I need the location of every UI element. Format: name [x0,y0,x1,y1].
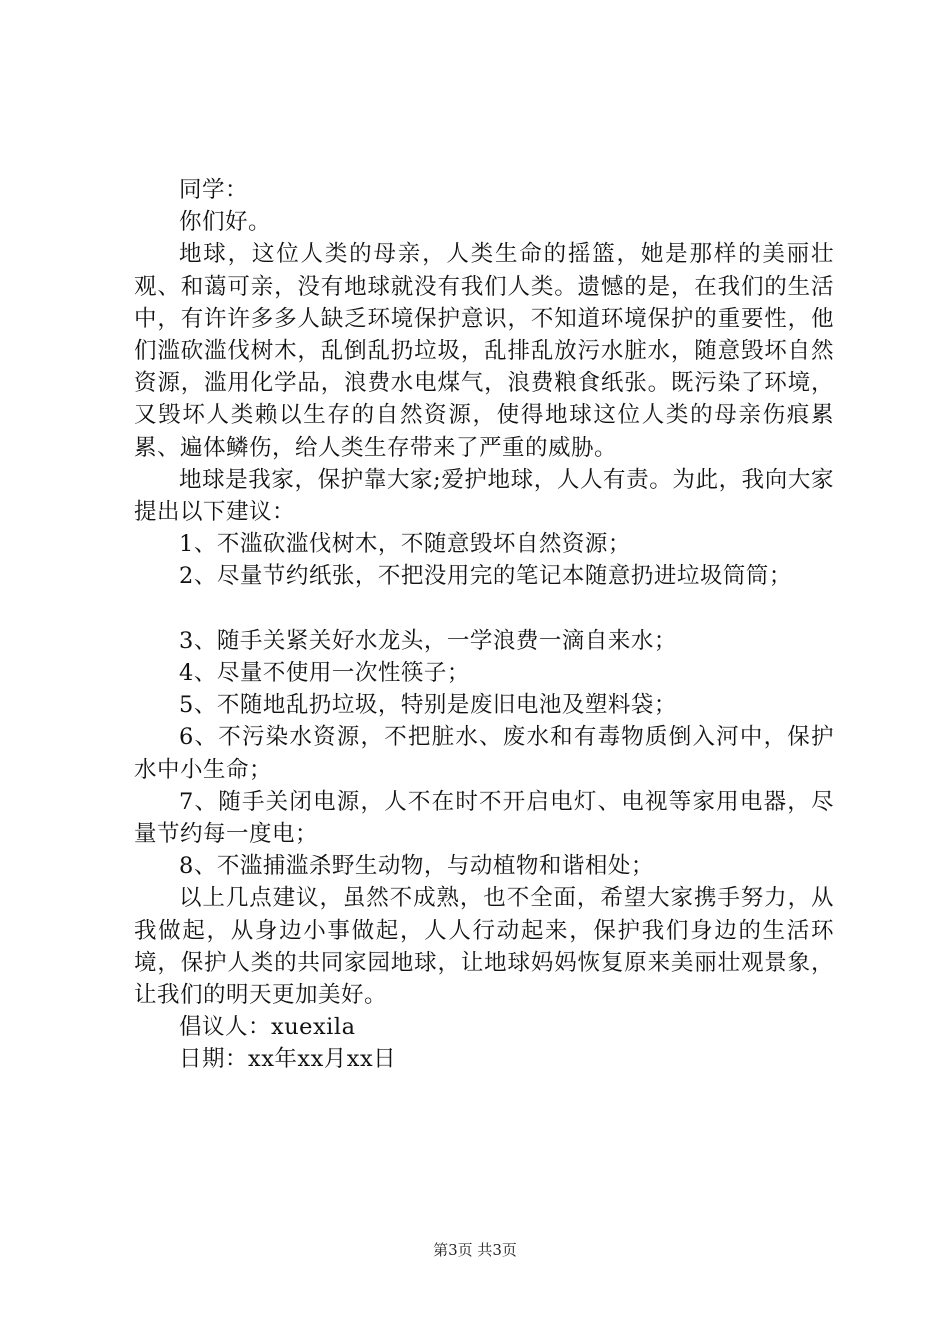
paragraph-call: 地球是我家，保护靠大家;爱护地球，人人有责。为此，我向大家提出以下建议： [134,466,834,526]
blank-line [134,593,834,625]
suggestion-item: 5、不随地乱扔垃圾，特别是废旧电池及塑料袋； [179,692,677,719]
page-number: 第3页 共3页 [433,1241,517,1259]
suggestion-item: 8、不滥捕滥杀野生动物，与动植物和谐相处； [179,853,654,880]
greeting: 你们好。 [179,209,272,236]
paragraph-closing: 以上几点建议，虽然不成熟，也不全面，希望大家携手努力，从我做起，从身边小事做起，人人行动起来，保护我们身边的生活环境，保护人类的共同家园地球，让地球妈妈恢复原来美丽壮观景象，让我们的明天更加美好。 [134,885,834,1009]
suggestion-item: 3、随手关紧关好水龙头，一学浪费一滴自来水； [179,627,677,654]
paragraph-intro: 地球，这位人类的母亲，人类生命的摇篮，她是那样的美丽壮观、和蔼可亲，没有地球就没有我们人类。遗憾的是，在我们的生活中，有许许多多人缺乏环境保护意识，不知道环境保护的重要性，他们滥砍滥伐树木，乱倒乱扔垃圾，乱排乱放污水脏水，随意毁坏自然资源，滥用化学品，浪费水电煤气，浪费粮食纸张。既污染了环境，又毁坏人类赖以生存的自然资源，使得地球这位人类的母亲伤痕累累、遍体鳞伤，给人类生存带来了严重的威胁。 [134,241,834,461]
suggestion-item: 7、随手关闭电源，人不在时不开启电灯、电视等家用电器，尽量节约每一度电； [134,788,834,848]
suggestion-item: 1、不滥砍滥伐树木，不随意毁坏自然资源； [179,531,631,558]
suggestion-item: 2、尽量节约纸张，不把没用完的笔记本随意扔进垃圾筒筒； [179,563,792,590]
page-footer [0,1240,950,1260]
document-body [134,174,834,1076]
salutation: 同学： [179,177,249,203]
suggestion-item: 4、尽量不使用一次性筷子； [179,660,470,687]
date-line: 日期：xx年xx月xx日 [179,1046,397,1073]
suggestion-item: 6、不污染水资源，不把脏水、废水和有毒物质倒入河中，保护水中小生命； [134,724,834,783]
signer: 倡议人：xuexila [179,1014,356,1041]
